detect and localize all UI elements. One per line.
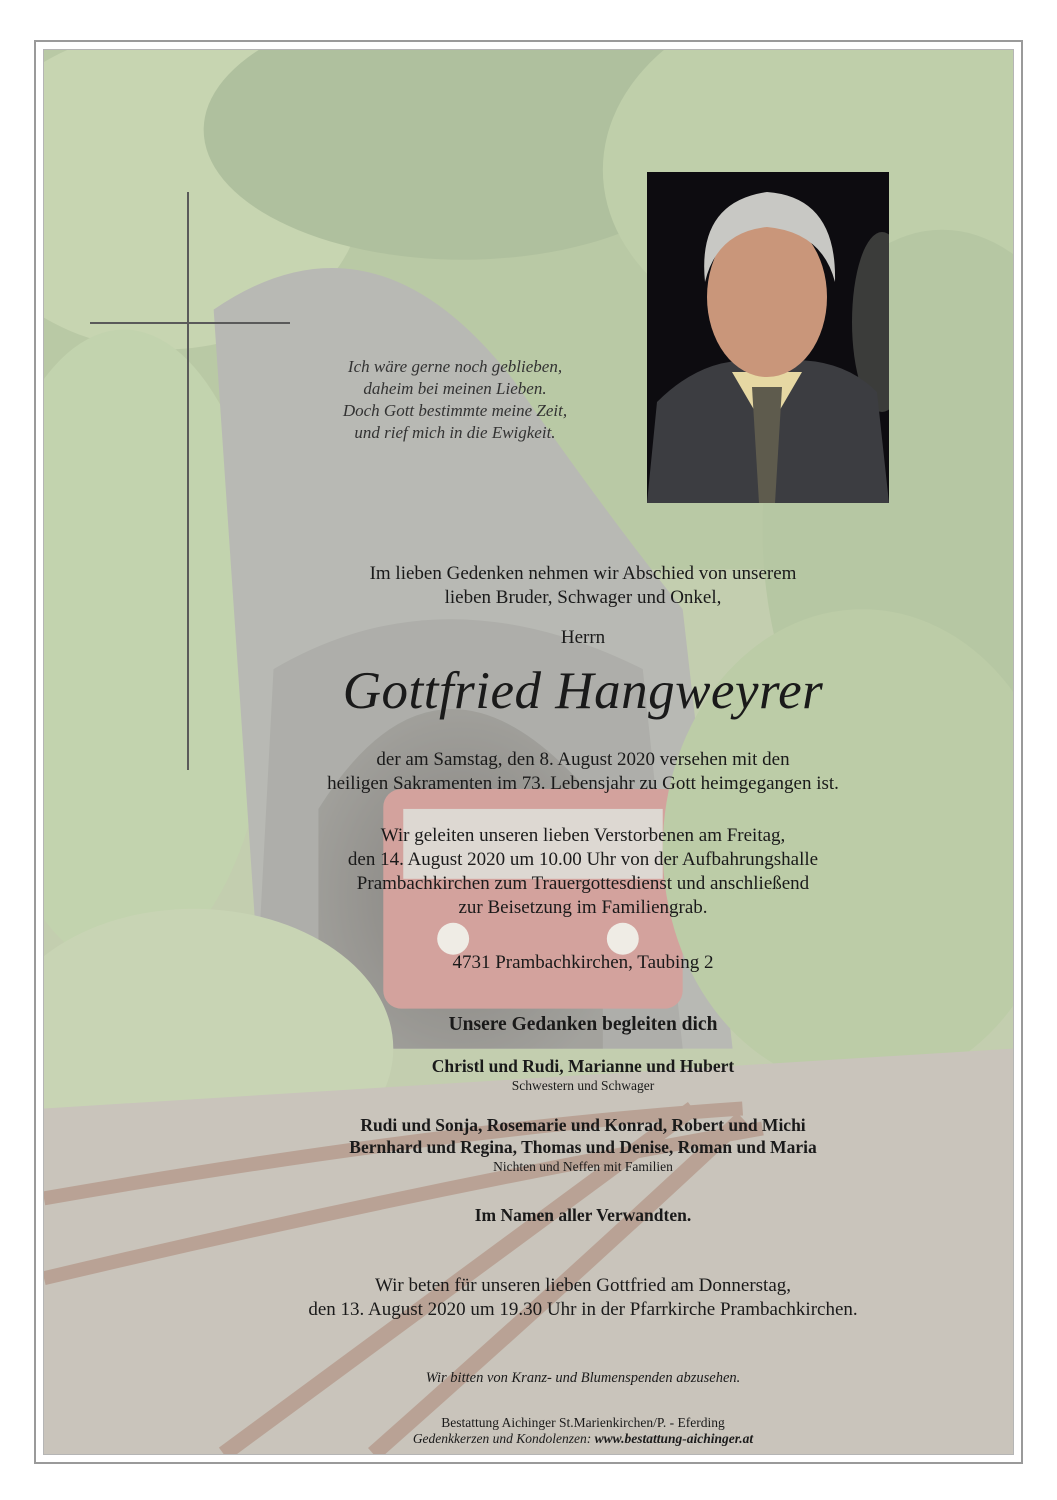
cross-horizontal-bar <box>90 322 290 324</box>
funeral-details <box>150 824 1016 920</box>
intro-text <box>150 562 1016 610</box>
relatives-line: Im Namen aller Verwandten. <box>474 1205 692 1225</box>
funeral-line: den 14. August 2020 um 10.00 Uhr von der Aufbahrungshalle <box>347 849 819 870</box>
deceased-name: Gottfried Hangweyrer <box>342 662 824 720</box>
portrait-photo <box>647 172 889 503</box>
family-names: Christl und Rudi, Marianne und Hubert <box>431 1056 735 1076</box>
flowers-note: Wir bitten von Kranz- und Blumenspenden abzusehen. <box>425 1370 741 1386</box>
family-names: Rudi und Sonja, Rosemarie und Konrad, Robert und Michi <box>360 1115 806 1135</box>
intro-line: lieben Bruder, Schwager und Onkel, <box>444 587 722 608</box>
family-relation: Nichten und Neffen mit Familien <box>493 1159 673 1174</box>
prayer-line: den 13. August 2020 um 19.30 Uhr in der Pfarrkirche Prambachkirchen. <box>308 1299 858 1320</box>
prayer-line: Wir beten für unseren lieben Gottfried am Donnerstag, <box>374 1275 792 1296</box>
poem-line: daheim bei meinen Lieben. <box>363 379 547 398</box>
portrait-image <box>647 172 889 503</box>
condolence-label: Gedenkkerzen und Kondolenzen: <box>412 1431 592 1446</box>
family-group-siblings <box>150 1055 1016 1094</box>
family-relation: Schwestern und Schwager <box>511 1078 655 1093</box>
address: 4731 Prambachkirchen, Taubing 2 <box>452 952 714 973</box>
poem-line: Doch Gott bestimmte meine Zeit, <box>342 401 568 420</box>
death-notice-line: der am Samstag, den 8. August 2020 versehen mit den <box>376 749 790 770</box>
death-notice <box>150 748 1016 796</box>
funeral-line: Wir geleiten unseren lieben Verstorbenen am Freitag, <box>380 825 786 846</box>
death-notice-line: heiligen Sakramenten im 73. Lebensjahr zu Gott heimgegangen ist. <box>327 773 839 794</box>
poem-line: Ich wäre gerne noch geblieben, <box>347 357 563 376</box>
intro-line: Im lieben Gedenken nehmen wir Abschied von unserem <box>369 563 797 584</box>
prayer-details <box>150 1274 1016 1322</box>
funeral-line: zur Beisetzung im Familiengrab. <box>458 897 708 918</box>
family-names: Bernhard und Regina, Thomas und Denise, Roman und Maria <box>349 1137 817 1157</box>
condolence-url[interactable]: www.bestattung-aichinger.at <box>594 1431 754 1446</box>
condolence-line <box>150 1430 1016 1447</box>
poem <box>300 356 610 444</box>
undertaker: Bestattung Aichinger St.Marienkirchen/P. - Eferding <box>441 1415 725 1430</box>
thoughts-heading: Unsere Gedanken begleiten dich <box>448 1014 718 1035</box>
family-group-nieces-nephews <box>150 1114 1016 1175</box>
salutation: Herrn <box>560 627 606 648</box>
funeral-line: Prambachkirchen zum Trauergottesdienst und anschließend <box>356 873 810 894</box>
poem-line: und rief mich in die Ewigkeit. <box>354 423 556 442</box>
